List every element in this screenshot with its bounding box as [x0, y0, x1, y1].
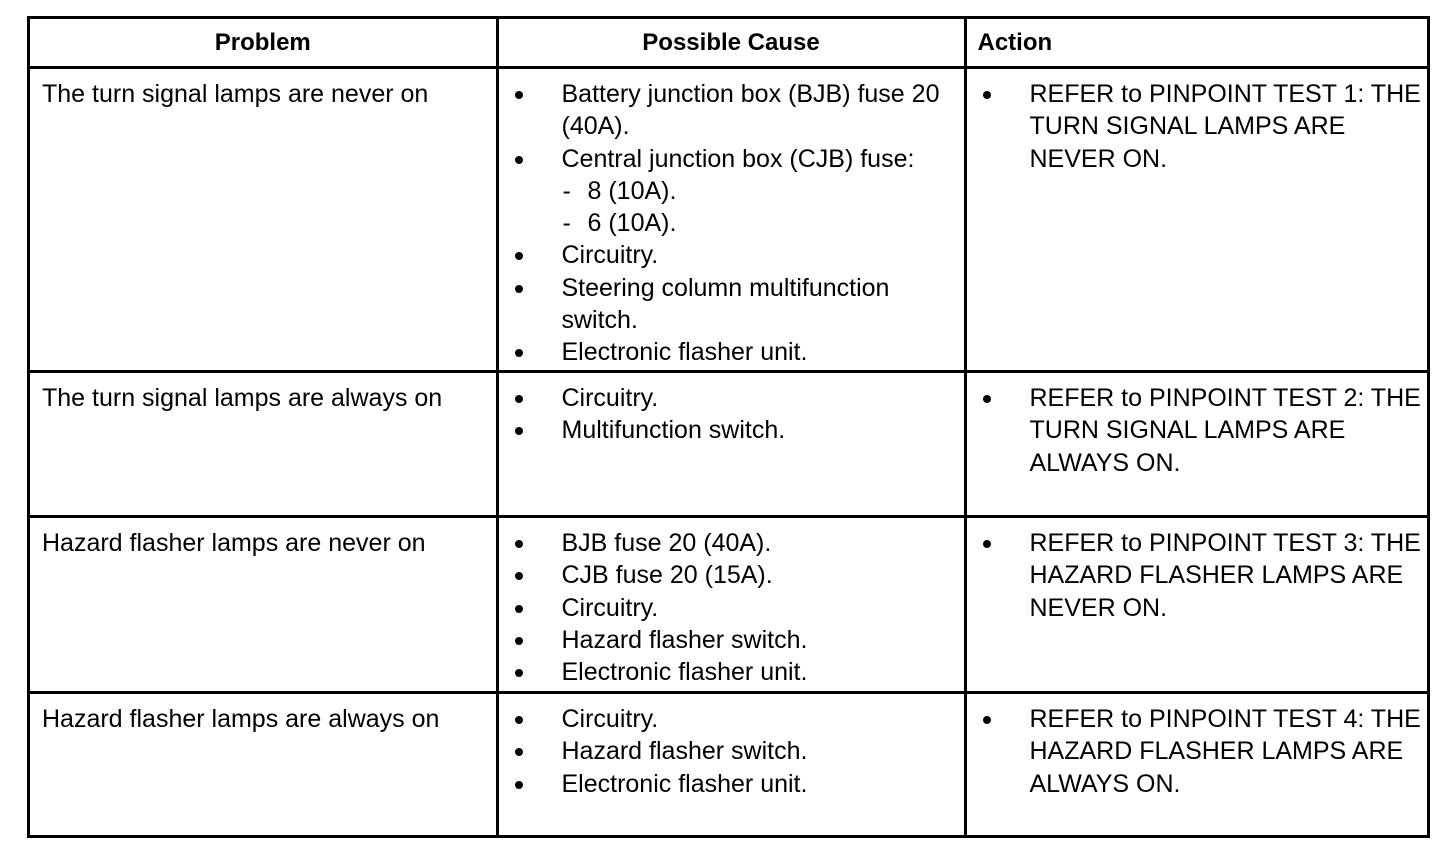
- cause-item: Electronic flasher unit.: [499, 336, 958, 368]
- dash-icon: -: [562, 176, 571, 205]
- action-item: REFER to PINPOINT TEST 1: THE TURN SIGNAL LAMPS ARE NEVER ON.: [967, 78, 1422, 175]
- cause-item: Circuitry.: [499, 239, 958, 271]
- bullet-icon: [515, 716, 523, 724]
- bullet-icon: [515, 540, 523, 548]
- bullet-icon: [515, 91, 523, 99]
- cause-cell: [497, 68, 965, 372]
- problem-cell: Hazard flasher lamps are always on: [30, 693, 497, 836]
- cause-item: Electronic flasher unit.: [499, 768, 958, 800]
- cause-sub-item: - 8 (10A).: [499, 175, 958, 207]
- bullet-icon: [515, 669, 523, 677]
- bullet-icon: [983, 716, 991, 724]
- cause-item: Battery junction box (BJB) fuse 20 (40A).: [499, 78, 958, 143]
- bullet-icon: [515, 637, 523, 645]
- cause-list: [499, 703, 958, 800]
- cause-item: Central junction box (CJB) fuse:: [499, 143, 958, 175]
- action-list: [967, 527, 1422, 624]
- cause-cell: [497, 517, 965, 693]
- bullet-icon: [515, 427, 523, 435]
- dash-icon: -: [562, 209, 571, 238]
- action-item: REFER to PINPOINT TEST 2: THE TURN SIGNAL LAMPS ARE ALWAYS ON.: [967, 382, 1422, 479]
- action-cell: [965, 693, 1427, 836]
- action-cell: [965, 68, 1427, 372]
- action-item: REFER to PINPOINT TEST 4: THE HAZARD FLASHER LAMPS ARE ALWAYS ON.: [967, 703, 1422, 800]
- bullet-icon: [983, 540, 991, 548]
- action-list: [967, 703, 1422, 800]
- bullet-icon: [515, 605, 523, 613]
- cause-item: CJB fuse 20 (15A).: [499, 559, 958, 591]
- bullet-icon: [983, 91, 991, 99]
- cause-list: [499, 78, 958, 369]
- header-action: Action: [965, 19, 1427, 68]
- bullet-icon: [515, 252, 523, 260]
- cause-cell: [497, 372, 965, 517]
- cause-item: Steering column multifunction switch.: [499, 272, 958, 337]
- table-row: [30, 372, 1427, 517]
- cause-item: Circuitry.: [499, 382, 958, 414]
- cause-item: Circuitry.: [499, 592, 958, 624]
- action-list: [967, 382, 1422, 479]
- bullet-icon: [515, 572, 523, 580]
- symptom-chart: [30, 19, 1427, 835]
- table-row: [30, 693, 1427, 836]
- bullet-icon: [515, 395, 523, 403]
- table-row: [30, 517, 1427, 693]
- cause-item: Multifunction switch.: [499, 414, 958, 446]
- problem-cell: The turn signal lamps are always on: [30, 372, 497, 517]
- cause-list: [499, 382, 958, 447]
- bullet-icon: [983, 395, 991, 403]
- cause-item: Electronic flasher unit.: [499, 656, 958, 688]
- header-row: [30, 19, 1427, 68]
- bullet-icon: [515, 781, 523, 789]
- header-problem: Problem: [30, 19, 497, 68]
- action-cell: [965, 517, 1427, 693]
- bullet-icon: [515, 748, 523, 756]
- cause-cell: [497, 693, 965, 836]
- table-row: [30, 68, 1427, 372]
- cause-item: Hazard flasher switch.: [499, 735, 958, 767]
- header-possible-cause: Possible Cause: [497, 19, 965, 68]
- problem-cell: Hazard flasher lamps are never on: [30, 517, 497, 693]
- cause-list: [499, 527, 958, 688]
- cause-item: BJB fuse 20 (40A).: [499, 527, 958, 559]
- action-list: [967, 78, 1422, 175]
- bullet-icon: [515, 285, 523, 293]
- cause-item: Hazard flasher switch.: [499, 624, 958, 656]
- bullet-icon: [515, 349, 523, 357]
- action-cell: [965, 372, 1427, 517]
- diagnostic-table: [27, 16, 1430, 838]
- action-item: REFER to PINPOINT TEST 3: THE HAZARD FLASHER LAMPS ARE NEVER ON.: [967, 527, 1422, 624]
- bullet-icon: [515, 156, 523, 164]
- cause-item: Circuitry.: [499, 703, 958, 735]
- cause-sub-item: - 6 (10A).: [499, 207, 958, 239]
- problem-cell: The turn signal lamps are never on: [30, 68, 497, 372]
